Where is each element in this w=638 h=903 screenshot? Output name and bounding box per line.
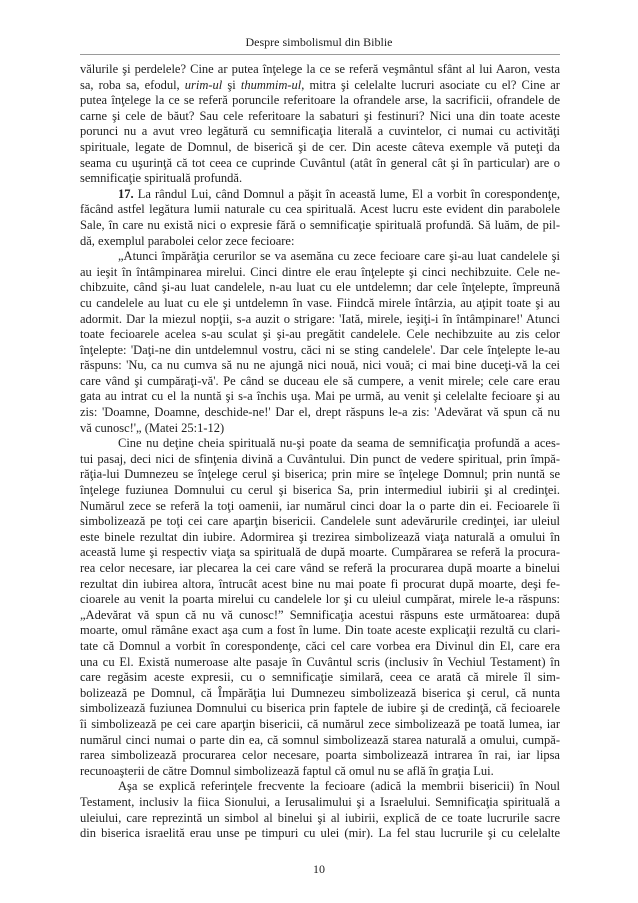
paragraph [80, 436, 560, 779]
text-run: şi [222, 77, 241, 92]
text-line: seama cu uşurinţă că tot ceea ce cuprinde Cuvântul (atât în general cât şi în particular) are o [80, 155, 560, 170]
term-urim: urim-ul [184, 77, 223, 92]
text-line: răspuns: 'Nu, ca nu cumva să nu ne ajungă nici nouă, nici vouă; ci mai bine duceţi-vă la cei [80, 358, 560, 373]
text-line: „Atunci împărăţia cerurilor se va asemăna cu zece fecioare care şi-au luat candelele şi [118, 249, 560, 264]
text-line: „Adevărat vă spun că nu vă cunosc!” Semnificaţia acestui răspuns este următoarea: după [80, 607, 560, 622]
text-line: zis: 'Doamne, Doamne, deschide-ne!' Dar el, drept răspuns le-a zis: 'Adevărat vă spun că nu [80, 405, 560, 420]
text-line: uleiului, care reprezintă un simbol al binelui şi al iubirii, explică de ce toate lucrurile sacre [80, 810, 560, 825]
text-line: gata au intrat cu el la nuntă şi s-a închis uşa. Mai pe urmă, au venit şi celelalte fecioare şi au [80, 389, 560, 404]
text-line: această lume şi respectiv viaţa sa spirituală de după moarte. Cumpărarea se referă la procura- [80, 545, 560, 560]
text-line [80, 78, 560, 94]
text-line: tate că Domnul a vorbit în corespondenţe, căci cel care vorbea era Divinul din El, care era [80, 638, 560, 653]
text-line: rea celor necesare, iar plecarea la cei care vând se referă la procurarea după moarte a binelui [80, 561, 560, 575]
text-run: sa, roba sa, efodul, [80, 77, 185, 92]
text-line: dă, exemplul parabolei celor zece fecioare: [80, 233, 295, 248]
text-line: bolizează pe Domnul, că Împărăţia lui Dumnezeu simbolizează biserica şi cerul, că nunta [80, 685, 560, 700]
text-line: numărul cinci numai o parte din ea, că somnul simbolizează starea naturală a omului, cumpă- [80, 732, 560, 747]
text-line: vă cunosc!'„ (Matei 25:1-12) [80, 420, 225, 435]
text-line: simbolizează fuziunea Domnului cu biserica prin faptele de iubire şi de credinţă, că fecioarele [80, 701, 560, 716]
text-line: carne şi cele de băut? Sau cele referitoare la sabaturi şi festinuri? Nici una din toate aceste [80, 108, 560, 123]
text-line: care regăsim aceste expresii, cu o semnificaţie similară, ceea ce arată că mirele îl sim- [80, 670, 560, 685]
text-line: îi simbolizează pe cei care aparţin bisericii, că numărul zece simbolizează pe toată lumea, iar [80, 716, 560, 731]
text-line: adormit. Dar la miezul nopţii, s-a auzit o strigare: 'Iată, mirele, ieşiţi-i în întâmpinare!' Atunci [80, 311, 560, 326]
text-line: spirituale, legate de Domnul, de biserică şi de cer. Din aceste câteva exemple vă puteţi da [80, 139, 560, 154]
quotation-paragraph [80, 249, 560, 436]
text-line: este binele rezultat din iubire. Adormirea şi trezirea simbolizează viaţa naturală a omului în [80, 529, 560, 544]
section-number: 17. [118, 186, 134, 201]
paragraph [80, 779, 560, 841]
text-line: din biserica israelită erau unse pe timpuri cu ulei (mir). La fel stau lucrurile şi cu celelalte [80, 826, 560, 841]
running-header: Despre simbolismul din Biblie [245, 35, 393, 49]
text-line: Aşa se explică referinţele frecvente la fecioare (adică la membrii bisericii) în Noul [118, 779, 560, 794]
body-text [80, 62, 560, 842]
paragraph [80, 62, 560, 187]
text-line: cioarele au venit la poarta mirelui cu candelele lor şi cu uleiul cumpărat, mirele le-a răspuns: [80, 592, 560, 607]
text-line: vălurile şi perdelele? Cine ar putea înţelege la ce se referă veşmântul sfânt al lui Aaron, vesta [80, 62, 560, 76]
text-line: au ieşit în întâmpinarea mirelui. Cinci dintre ele erau înţelepte şi cinci nechibzuite. Cele ne- [80, 264, 560, 279]
text-line: semnificaţie spirituală profundă. [80, 171, 243, 186]
text-line: recunoaşterii de către Domnul simbolizează faptul că omul nu se află în graţia Lui. [80, 763, 494, 778]
text-line: putea înţelege la ce se referă poruncile referitoare la ofrandele arse, la sacrificii, ofrandele de [80, 93, 560, 108]
text-run: La rândul Lui, când Domnul a păşit în această lume, El a vorbit în corespondenţe, [133, 186, 560, 201]
text-line: rarea simbolizează procurarea celor necesare, poarta simbolizează intrarea în rai, iar lipsa [80, 748, 560, 763]
page-number: 10 [313, 862, 325, 876]
text-line: toate fecioarele acelea s-au sculat şi şi-au pregătit candelele. Cele nechibzuite au zis celor [80, 327, 560, 342]
text-line: una cu El. Există numeroase alte pasaje în Cuvântul scris (inclusiv în Vechiul Testament) în [80, 654, 560, 669]
text-line: chibzuite, când şi-au luat candelele, n-au luat cu ele untdelemn; dar cele înţelepte, împreună [80, 280, 560, 295]
text-line: cu candelele au luat cu ele şi untdelemn în vase. Fiindcă mirele întârzia, au aţipit toate şi au [80, 295, 560, 310]
paragraph [80, 187, 560, 249]
text-line: înţelege fuziunea Domnului cu cerul şi biserica Sa, prin intermediul iubirii şi al credinţei. [80, 483, 560, 498]
text-line: Testament, inclusiv la fiica Sionului, a Ierusalimului şi a Israelului. Semnificaţia spirituală a [80, 794, 560, 809]
text-line: înţelepte: 'Daţi-ne din untdelemnul vostru, căci ni se sting candelele'. Dar cele înţelepte le-au [80, 342, 560, 357]
text-line: Sale, în care nu există nici o expresie fără o semnificaţie spirituală profundă. Să luăm, de pil- [80, 217, 560, 232]
text-line: moarte, omul rămâne exact aşa cum a fost în lume. Din toate aceste explicaţii rezultă cu clari- [80, 623, 560, 638]
text-line: Cine nu deţine cheia spirituală nu-şi poate da seama de semnificaţia profundă a aces- [118, 436, 560, 451]
term-thummim: thummim-ul [240, 77, 302, 92]
text-line: Numărul zece se referă la toţi oamenii, iar numărul cinci doar la o parte din ei. Fecioarele îi [80, 498, 560, 513]
text-line: care vând şi cumpăraţi-vă'. Pe când se duceau ele să cumpere, a venit mirele; cele care erau [80, 373, 560, 388]
text-line: porunci nu a avut vreo legătură cu semnificaţia literală a cuvintelor, ci numai cu activităţi [80, 124, 560, 139]
header-rule [80, 54, 560, 55]
text-line: făcând astfel legătura lumii naturale cu cea spirituală. Acest lucru este evident din parabolele [80, 202, 560, 217]
text-line: simbolizează pe toţi cei care aparţin bisericii. Candelele sunt adevărurile credinţei, iar uleiul [80, 514, 560, 529]
text-line [80, 187, 560, 203]
text-line: rezultat din iubirea altora, întrucât acest bine nu mai poate fi procurat după moarte, deşi fe- [80, 576, 560, 591]
text-run: , mitra şi celelalte lucruri asociate cu el? Cine ar [301, 77, 560, 92]
text-line: răţia-lui Dumnezeu se înţelege cerul şi biserica; prin mire se înţelege Domnul; prin nuntă se [80, 467, 560, 482]
text-line: tui pasaj, deci nici de sfinţenia divină a Cuvântului. Din punct de vedere spiritual, prin împă- [80, 451, 560, 466]
